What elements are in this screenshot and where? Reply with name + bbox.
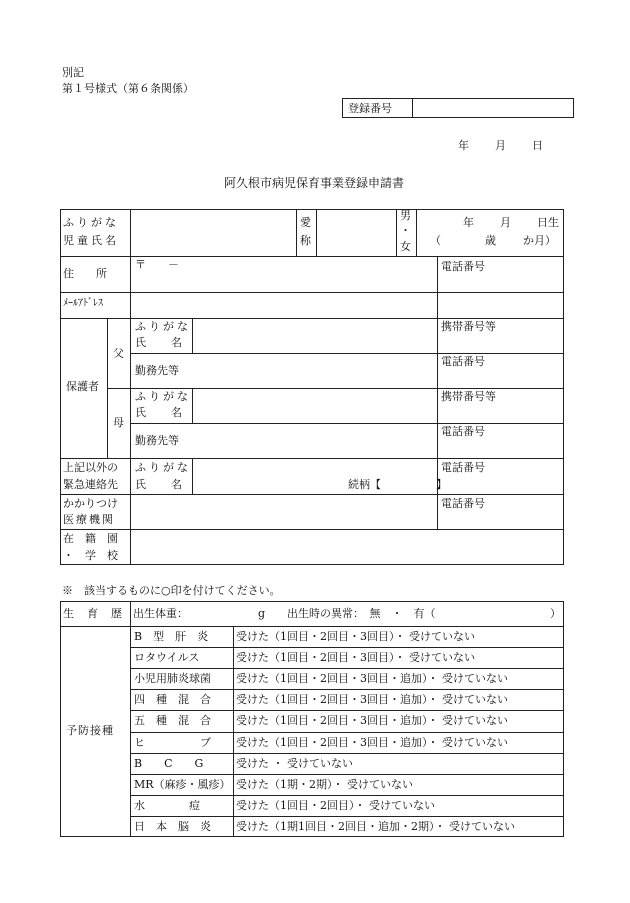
- mother-mobile-label: 携帯番号等: [441, 390, 496, 403]
- mother-work-phone-label: 電話番号: [441, 425, 485, 438]
- growth-history-label: 生 育 歴: [63, 607, 123, 620]
- vaccine-name: 五 種 混 合: [134, 714, 211, 728]
- mother-work-label: 勤務先等: [135, 434, 179, 447]
- father-furigana-label: ふりがな: [135, 320, 191, 333]
- school-field[interactable]: [132, 531, 562, 563]
- emergency-label-1: 上記以外の: [63, 461, 118, 474]
- form-number: 第１号様式（第６条関係）: [62, 82, 194, 95]
- child-name-label: 児童氏名: [63, 234, 119, 247]
- registration-number-field[interactable]: [414, 100, 572, 116]
- vaccine-status[interactable]: 受けた（1回目・2回目・3回目）・ 受けていない: [236, 630, 475, 643]
- sex-male[interactable]: 男: [400, 209, 411, 222]
- father-work-label: 勤務先等: [135, 364, 179, 377]
- vaccine-status[interactable]: 受けた（1期1回目・2回目・追加・2期）・ 受けていない: [236, 819, 515, 833]
- clinic-label-2: 医療機関: [63, 513, 115, 526]
- betsuki: 別記: [62, 66, 84, 79]
- address-label: 住 所: [63, 267, 107, 280]
- age-years: 歳: [485, 234, 496, 247]
- vaccine-status[interactable]: 受けた（1回目・2回目・3回目・追加）・ 受けていない: [236, 714, 508, 728]
- page-title: 阿久根市病児保育事業登録申請書: [224, 176, 405, 190]
- emergency-phone-label: 電話番号: [441, 461, 485, 474]
- vaccine-name: ロタウイルス: [134, 651, 200, 665]
- sex-female[interactable]: 女: [400, 240, 411, 253]
- school-label-1: 在 籍 園: [63, 532, 118, 545]
- father-name-label: 氏 名: [135, 336, 183, 349]
- birth-weight-label: 出生体重：: [133, 607, 188, 620]
- birth-day: 日生: [537, 216, 559, 229]
- mother-label: 母: [113, 416, 124, 429]
- emergency-name-label: 氏 名: [135, 478, 183, 491]
- date-month: 月: [495, 139, 506, 152]
- vaccine-status[interactable]: 受けた（1回目・2回目・3回目・追加）・ 受けていない: [236, 735, 508, 749]
- age-open: （: [430, 234, 441, 247]
- email-label: ﾒｰﾙｱﾄﾞﾚｽ: [63, 298, 103, 309]
- address-phone-label: 電話番号: [441, 260, 485, 273]
- vaccine-name: B 型 肝 炎: [134, 630, 209, 643]
- date-year: 年: [458, 139, 469, 152]
- birth-month: 月: [500, 216, 511, 229]
- vaccine-status[interactable]: 受けた（1回目・2回目・3回目）・ 受けていない: [236, 651, 475, 665]
- sex-separator: ・: [400, 224, 411, 237]
- vaccination-label: 予防接種: [66, 724, 114, 737]
- vaccine-name: 日 本 脳 炎: [134, 819, 211, 833]
- father-mobile-label: 携帯番号等: [441, 320, 496, 333]
- birth-anomaly-close: ）: [550, 607, 561, 620]
- email-field[interactable]: [132, 294, 562, 316]
- vaccine-status[interactable]: 受けた（1回目・2回目・3回目・追加）・ 受けていない: [236, 672, 508, 686]
- nickname-label-1: 愛: [300, 216, 311, 229]
- birth-weight-unit: g: [258, 607, 266, 620]
- vaccine-name: MR（麻疹・風疹）: [134, 777, 231, 791]
- emergency-furigana-label: ふりがな: [135, 461, 191, 474]
- vaccine-name: ヒ ブ: [134, 735, 211, 749]
- birth-year: 年: [463, 216, 474, 229]
- child-name-field[interactable]: [132, 211, 294, 254]
- emergency-label-2: 緊急連絡先: [63, 478, 118, 491]
- registration-number-label: 登録番号: [348, 102, 392, 115]
- vaccine-name: 水 痘: [134, 798, 200, 812]
- vaccine-name: 小児用肺炎球菌: [134, 672, 211, 686]
- clinic-field[interactable]: [132, 496, 435, 527]
- vaccine-status[interactable]: 受けた（1期・2期）・ 受けていない: [236, 777, 413, 791]
- guardian-label: 保護者: [66, 380, 99, 393]
- age-months: か月）: [523, 234, 556, 247]
- clinic-label-1: かかりつけ: [63, 497, 118, 510]
- date-day: 日: [532, 139, 543, 152]
- postal-code[interactable]: 〒 －: [135, 258, 179, 271]
- clinic-phone-label: 電話番号: [441, 497, 485, 510]
- father-label: 父: [113, 347, 124, 360]
- mother-furigana-label: ふりがな: [135, 390, 191, 403]
- mother-name-label: 氏 名: [135, 406, 183, 419]
- school-label-2: ・ 学 校: [63, 549, 118, 562]
- vaccine-status[interactable]: 受けた（1回目・2回目）・ 受けていない: [236, 798, 435, 812]
- vaccine-status[interactable]: 受けた（1回目・2回目・3回目・追加）・ 受けていない: [236, 693, 508, 707]
- furigana-label: ふりがな: [63, 216, 119, 229]
- nickname-field[interactable]: [318, 211, 394, 254]
- vaccine-name: B C G: [134, 756, 204, 770]
- father-work-phone-label: 電話番号: [441, 355, 485, 368]
- emergency-relation: 続柄【 】: [348, 478, 447, 491]
- vaccine-name: 四 種 混 合: [134, 693, 211, 707]
- instruction-note: ※ 該当するものに○印を付けてください。: [62, 584, 281, 597]
- birth-anomaly-label[interactable]: 出生時の異常： 無 ・ 有（: [287, 607, 436, 620]
- nickname-label-2: 称: [300, 234, 311, 247]
- vaccine-status[interactable]: 受けた ・ 受けていない: [236, 756, 353, 770]
